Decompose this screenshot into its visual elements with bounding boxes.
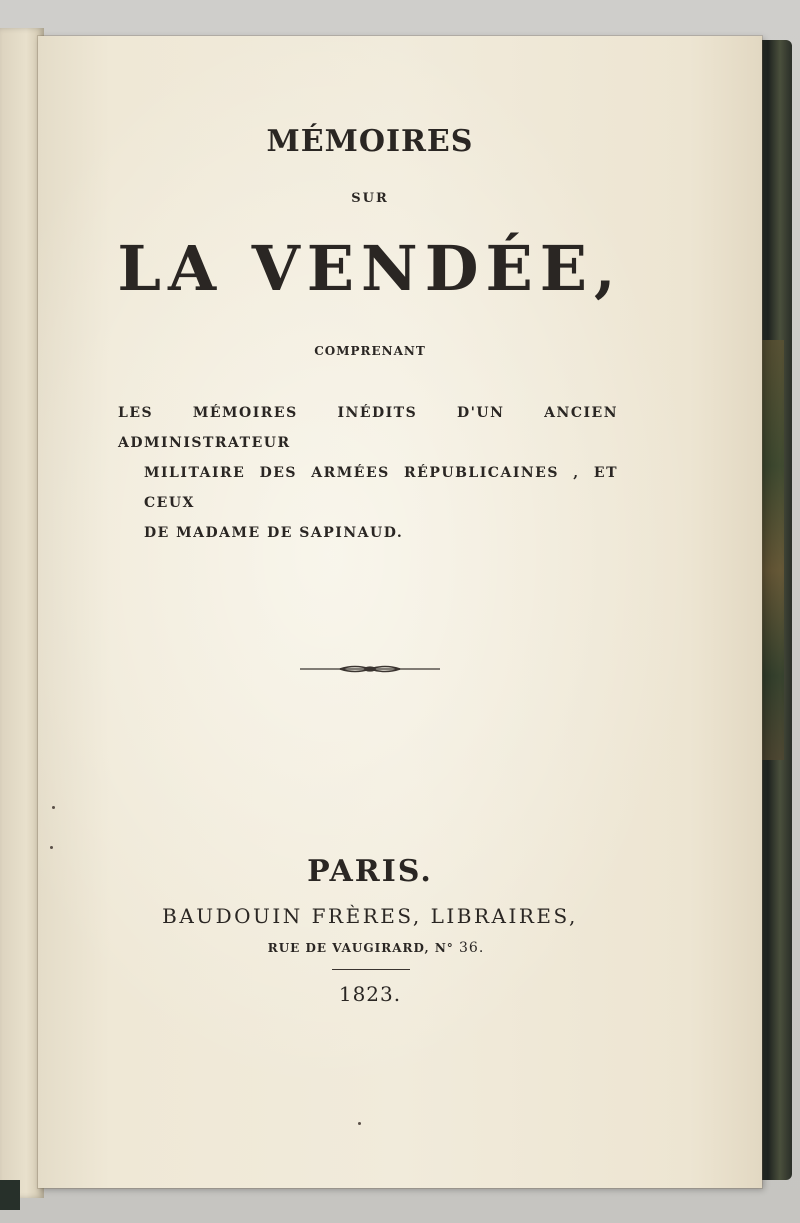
imprint-publisher: BAUDOUIN FRÈRES, LIBRAIRES, [162, 904, 578, 928]
description-line-2: MILITAIRE DES ARMÉES RÉPUBLICAINES , ET CEUX [144, 465, 618, 511]
imprint-rule [332, 969, 410, 970]
title-la-vendee: LA VENDÉE, [117, 232, 623, 305]
description-block [118, 398, 618, 548]
title-sur: SUR [351, 191, 389, 206]
subtitle-comprenant: COMPRENANT [314, 344, 426, 358]
imprint-address [14, 940, 738, 956]
ornament-divider-icon [300, 662, 440, 676]
imprint-year: 1823. [338, 982, 402, 1006]
imprint-city: PARIS. [307, 854, 433, 889]
left-cover-corner [0, 1180, 20, 1210]
title-page [38, 36, 762, 1188]
imprint-address-street: RUE DE VAUGIRARD, N° [267, 941, 454, 955]
description-line-3: DE MADAME DE SAPINAUD. [144, 525, 404, 541]
description-line-1: LES MÉMOIRES INÉDITS D'UN ANCIEN ADMINISTRATEUR [118, 405, 618, 451]
title-memoires: MÉMOIRES [266, 124, 474, 159]
imprint-address-number: 36. [459, 940, 485, 956]
